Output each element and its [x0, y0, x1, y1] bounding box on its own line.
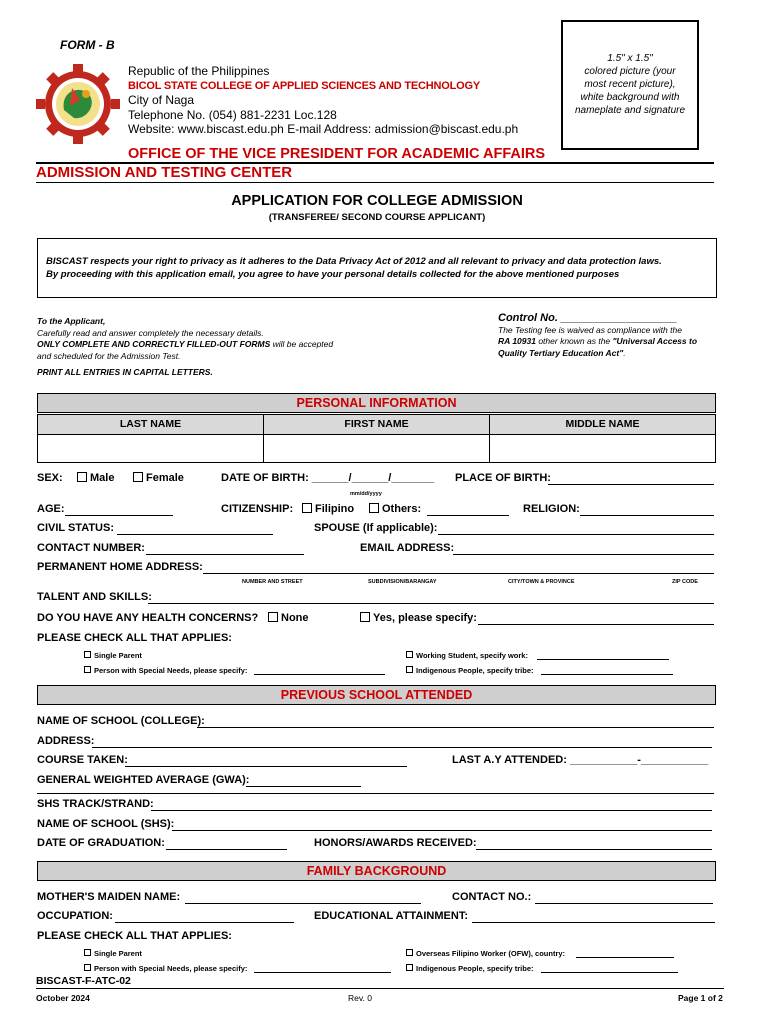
sex-male-option[interactable] [77, 472, 114, 484]
checkbox-icon[interactable] [77, 472, 87, 482]
email-input[interactable] [453, 544, 714, 555]
control-note-2: other known as the [535, 336, 613, 346]
footer-divider [36, 988, 724, 989]
checkbox-icon[interactable] [302, 503, 312, 513]
photo-size: 1.5" x 1.5" [607, 53, 653, 64]
single-parent-label: Single Parent [94, 651, 142, 660]
religion-label: RELIGION: [523, 503, 580, 515]
family-indigenous-input[interactable] [541, 963, 678, 973]
name-grid [37, 414, 716, 463]
family-check-all-label: PLEASE CHECK ALL THAT APPLIES: [37, 930, 232, 942]
footer-date: October 2024 [36, 993, 90, 1003]
control-act-1: "Universal Access to [612, 336, 698, 346]
none-label: None [281, 612, 309, 624]
instructions-line-1: Carefully read and answer completely the necessary details. [37, 327, 264, 338]
honors-input[interactable] [476, 839, 712, 850]
age-label: AGE: [37, 503, 65, 515]
mother-name-input[interactable] [185, 893, 421, 904]
checkbox-icon[interactable] [406, 666, 413, 673]
filipino-label: Filipino [315, 503, 355, 515]
checkbox-icon[interactable] [84, 949, 91, 956]
spouse-input[interactable] [438, 524, 714, 535]
section-personal-information: PERSONAL INFORMATION [37, 393, 716, 413]
citizenship-label: CITIZENSHIP: [221, 503, 294, 515]
family-special-needs-input[interactable] [254, 963, 391, 973]
ofw-label: Overseas Filipino Worker (OFW), country: [416, 949, 566, 958]
checkbox-icon[interactable] [360, 612, 370, 622]
mother-contact-input[interactable] [535, 893, 713, 904]
last-ay-field[interactable]: LAST A.Y ATTENDED: ___________-___________ [452, 754, 709, 766]
spouse-label: SPOUSE (If applicable): [314, 522, 438, 534]
checkbox-icon[interactable] [84, 964, 91, 971]
ofw-option[interactable] [406, 949, 565, 958]
republic-line: Republic of the Philippines [128, 64, 270, 78]
shs-track-input[interactable] [151, 800, 712, 811]
mother-name-label: MOTHER'S MAIDEN NAME: [37, 891, 181, 903]
ofw-country-input[interactable] [576, 948, 674, 958]
gwa-label: GENERAL WEIGHTED AVERAGE (GWA): [37, 774, 250, 786]
home-address-label: PERMANENT HOME ADDRESS: [37, 561, 203, 573]
photo-instruction-3: white background with [580, 92, 680, 103]
first-name-column[interactable] [264, 415, 490, 462]
sex-female-option[interactable] [133, 472, 184, 484]
email-label: EMAIL ADDRESS: [360, 542, 455, 554]
religion-input[interactable] [580, 505, 714, 516]
others-label: Others: [382, 503, 422, 515]
family-special-needs-label: Person with Special Needs, please specify: [94, 964, 248, 973]
first-name-header: FIRST NAME [264, 415, 489, 435]
instructions-emphasis: ONLY COMPLETE AND CORRECTLY FILLED-OUT FORMS [37, 339, 271, 349]
graduation-date-label: DATE OF GRADUATION: [37, 837, 165, 849]
civil-status-input[interactable] [117, 524, 273, 535]
office-name: OFFICE OF THE VICE PRESIDENT FOR ACADEMIC AFFAIRS [128, 146, 546, 162]
checkbox-icon[interactable] [84, 651, 91, 658]
indigenous-label: Indigenous People, specify tribe: [416, 666, 534, 675]
date-of-birth-field[interactable]: DATE OF BIRTH: ______/______/_______ [221, 472, 435, 484]
family-indigenous-option[interactable] [406, 964, 534, 973]
control-number-block [498, 313, 718, 359]
college-name-label: NAME OF SCHOOL (COLLEGE): [37, 715, 205, 727]
checkbox-icon[interactable] [268, 612, 278, 622]
family-single-parent-option[interactable] [84, 949, 142, 958]
applicant-instructions [37, 316, 333, 379]
yes-label: Yes, please specify: [373, 612, 477, 624]
graduation-date-input[interactable] [166, 839, 287, 850]
special-needs-option[interactable] [84, 666, 247, 675]
shs-name-label: NAME OF SCHOOL (SHS): [37, 818, 175, 830]
telephone-line: Telephone No. (054) 881-2231 Loc.128 [128, 107, 337, 122]
contact-number-input[interactable] [146, 544, 304, 555]
control-period: . [623, 347, 626, 358]
indigenous-option[interactable] [406, 666, 534, 675]
place-of-birth-input[interactable] [548, 474, 714, 485]
shs-track-label: SHS TRACK/STRAND: [37, 798, 154, 810]
health-specify-input[interactable] [478, 614, 714, 625]
education-input[interactable] [472, 912, 715, 923]
instructions-greeting: To the Applicant, [37, 316, 106, 326]
control-ra: RA 10931 [498, 336, 536, 346]
form-code: BISCAST-F-ATC-02 [36, 975, 131, 987]
header-divider-thin [36, 182, 714, 183]
mother-contact-label: CONTACT NO.: [452, 891, 532, 903]
middle-name-header: MIDDLE NAME [490, 415, 715, 435]
privacy-line-1: BISCAST respects your right to privacy as it adheres to the Data Privacy Act of 2012 and all relevant to privacy and data protection laws. [46, 256, 662, 267]
citizenship-filipino-option[interactable] [302, 503, 354, 515]
talent-skills-label: TALENT AND SKILLS: [37, 591, 152, 603]
privacy-line-2: By proceeding with this application email, you agree to have your personal details collected for the above mentioned purposes [46, 269, 620, 280]
health-concerns-label: DO YOU HAVE ANY HEALTH CONCERNS? [37, 612, 259, 624]
citizenship-others-option[interactable] [369, 503, 421, 515]
place-of-birth-label: PLACE OF BIRTH: [455, 472, 551, 484]
address-caption-city: CITY/TOWN & PROVINCE [508, 579, 575, 585]
checkbox-icon[interactable] [406, 964, 413, 971]
checkbox-icon[interactable] [406, 651, 413, 658]
checkbox-icon[interactable] [133, 472, 143, 482]
date-format-hint: mm/dd/yyyy [350, 491, 382, 497]
working-student-option[interactable] [406, 651, 528, 660]
male-label: Male [90, 472, 115, 484]
gwa-input[interactable] [246, 776, 361, 787]
female-label: Female [146, 472, 184, 484]
control-note-1: The Testing fee is waived as compliance with the [498, 324, 682, 335]
occupation-input[interactable] [115, 912, 294, 923]
honors-label: HONORS/AWARDS RECEIVED: [314, 837, 477, 849]
section-family-background: FAMILY BACKGROUND [37, 861, 716, 881]
working-student-label: Working Student, specify work: [416, 651, 528, 660]
address-caption-barangay: SUBDIVISION/BARANGAY [368, 579, 437, 585]
course-taken-label: COURSE TAKEN: [37, 754, 128, 766]
occupation-label: OCCUPATION: [37, 910, 113, 922]
contact-number-label: CONTACT NUMBER: [37, 542, 145, 554]
address-caption-street: NUMBER AND STREET [242, 579, 303, 585]
talent-skills-input[interactable] [148, 593, 714, 604]
checkbox-icon[interactable] [406, 949, 413, 956]
center-name: ADMISSION AND TESTING CENTER [36, 164, 293, 181]
school-divider [37, 793, 714, 794]
civil-status-label: CIVIL STATUS: [37, 522, 114, 534]
citizenship-others-input[interactable] [427, 505, 509, 516]
photo-instruction-2: most recent picture), [584, 79, 676, 90]
special-needs-input[interactable] [254, 665, 385, 675]
middle-name-column[interactable] [490, 415, 715, 462]
college-name: BICOL STATE COLLEGE OF APPLIED SCIENCES AND TECHNOLOGY [128, 79, 481, 92]
control-number-field[interactable]: Control No. ___________________ [498, 312, 678, 324]
course-taken-input[interactable] [125, 756, 407, 767]
form-title: APPLICATION FOR COLLEGE ADMISSION [231, 193, 523, 209]
photo-instruction-1: colored picture (your [584, 66, 676, 77]
institution-header [128, 64, 518, 137]
working-student-input[interactable] [537, 650, 669, 660]
website-line: Website: www.biscast.edu.ph E-mail Address: admission@biscast.edu.ph [128, 122, 519, 136]
form-subtitle: (TRANSFEREE/ SECOND COURSE APPLICANT) [268, 212, 486, 223]
instructions-caps-note: PRINT ALL ENTRIES IN CAPITAL LETTERS. [37, 367, 213, 377]
single-parent-option[interactable] [84, 651, 142, 660]
sex-label: SEX: [37, 472, 63, 484]
school-address-input[interactable] [92, 737, 712, 748]
privacy-notice [37, 238, 717, 298]
special-needs-label: Person with Special Needs, please specify: [94, 666, 248, 675]
footer-page: Page 1 of 2 [678, 993, 723, 1003]
last-name-column[interactable] [38, 415, 264, 462]
family-indigenous-label: Indigenous People, specify tribe: [416, 964, 534, 973]
address-caption-zip: ZIP CODE [672, 579, 698, 585]
age-input[interactable] [65, 505, 173, 516]
home-address-input[interactable] [203, 563, 714, 574]
instructions-line-2: will be accepted [270, 339, 334, 349]
family-special-needs-option[interactable] [84, 964, 247, 973]
college-name-input[interactable] [197, 717, 714, 728]
last-name-header: LAST NAME [38, 415, 263, 435]
section-previous-school: PREVIOUS SCHOOL ATTENDED [37, 685, 716, 705]
college-seal-logo [34, 64, 122, 144]
instructions-line-3: and scheduled for the Admission Test. [37, 350, 181, 361]
checkbox-icon[interactable] [84, 666, 91, 673]
checkbox-icon[interactable] [369, 503, 379, 513]
control-act-2: Quality Tertiary Education Act" [498, 347, 624, 358]
education-label: EDUCATIONAL ATTAINMENT: [314, 910, 468, 922]
family-single-parent-label: Single Parent [94, 949, 142, 958]
check-all-label: PLEASE CHECK ALL THAT APPLIES: [37, 632, 232, 644]
health-yes-option[interactable] [360, 612, 477, 624]
health-none-option[interactable] [268, 612, 309, 624]
city-line: City of Naga [128, 93, 195, 107]
form-label: FORM - B [60, 38, 115, 52]
photo-box[interactable] [561, 20, 699, 150]
footer-revision: Rev. 0 [348, 993, 372, 1003]
school-address-label: ADDRESS: [37, 735, 95, 747]
photo-instruction-4: nameplate and signature [574, 105, 686, 116]
indigenous-input[interactable] [541, 665, 673, 675]
shs-name-input[interactable] [172, 820, 712, 831]
